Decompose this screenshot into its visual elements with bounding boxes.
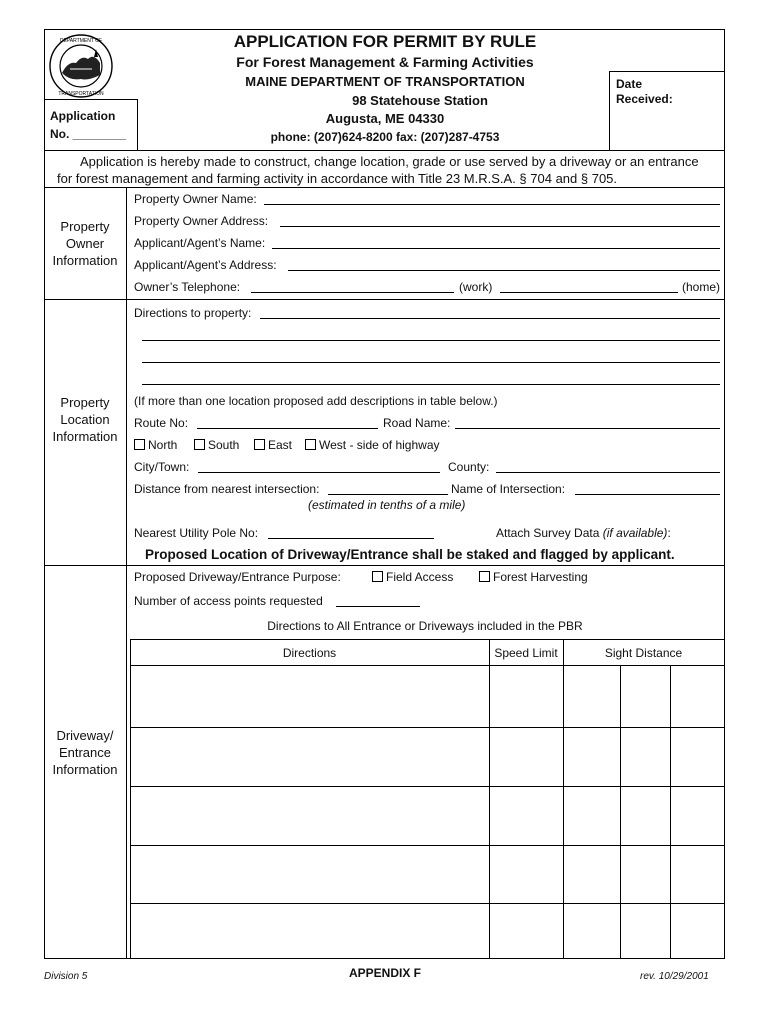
date-box-left — [609, 71, 610, 151]
directions-field-1[interactable] — [260, 318, 720, 319]
driveway-label-3: Information — [52, 762, 118, 777]
forest-harvesting-option[interactable] — [479, 570, 588, 584]
south-label: South — [208, 438, 240, 452]
agent-name-label: Applicant/Agent’s Name: — [134, 236, 266, 250]
application-label: Application — [50, 109, 116, 123]
forest-harvesting-label: Forest Harvesting — [493, 570, 588, 584]
agent-address-field[interactable] — [288, 270, 720, 271]
driveway-label-2: Entrance — [58, 745, 112, 760]
forest-harvesting-checkbox[interactable] — [479, 571, 490, 582]
table-col-speed-left — [489, 639, 490, 958]
footer-division: Division 5 — [44, 971, 88, 982]
north-checkbox[interactable] — [134, 439, 145, 450]
table-col-sight-left — [563, 639, 564, 958]
owner-name-field[interactable] — [264, 204, 720, 205]
intro-line-1: Application is hereby made to construct, change location, grade or use served by a driveway or an entrance — [80, 154, 699, 169]
phone-fax: phone: (207)624-8200 fax: (207)287-4753 — [270, 130, 500, 144]
side-east[interactable] — [254, 438, 292, 452]
maine-dot-seal-icon — [48, 33, 114, 99]
east-checkbox[interactable] — [254, 439, 265, 450]
side-west[interactable] — [305, 438, 440, 452]
footer-appendix: APPENDIX F — [348, 966, 421, 980]
col-directions-header: Directions — [282, 646, 337, 660]
route-no-label: Route No: — [134, 416, 189, 430]
owner-label-2: Owner — [65, 236, 105, 251]
east-label: East — [268, 438, 293, 452]
intersection-name-field[interactable] — [575, 494, 720, 495]
col-sight-header: Sight Distance — [604, 646, 683, 660]
purpose-label: Proposed Driveway/Entrance Purpose: — [134, 570, 341, 584]
location-label-2: Location — [60, 412, 110, 427]
table-row[interactable] — [131, 728, 489, 786]
field-access-option[interactable] — [372, 570, 453, 584]
location-label-1: Property — [60, 395, 110, 410]
staked-note: Proposed Location of Driveway/Entrance shall be staked and flagged by applicant. — [145, 547, 675, 562]
page-title: APPLICATION FOR PERMIT BY RULE — [233, 32, 537, 51]
survey-suffix: (if available) — [602, 526, 668, 540]
survey-data-label — [496, 526, 671, 540]
distance-field[interactable] — [328, 494, 448, 495]
survey-prefix: Attach Survey Data — [496, 526, 600, 540]
directions-field-3[interactable] — [142, 362, 720, 363]
department-name: MAINE DEPARTMENT OF TRANSPORTATION — [245, 74, 525, 89]
city-field[interactable] — [198, 472, 440, 473]
header-divider — [44, 150, 725, 151]
directions-label: Directions to property: — [134, 306, 252, 320]
south-checkbox[interactable] — [194, 439, 205, 450]
svg-text:TRANSPORTATION: TRANSPORTATION — [58, 91, 104, 97]
location-label-3: Information — [52, 429, 118, 444]
intro-divider — [44, 187, 725, 188]
table-caption: Directions to All Entrance or Driveways included in the PBR — [267, 619, 583, 633]
location-section-label — [44, 394, 126, 445]
intersection-name-label: Name of Intersection: — [451, 482, 566, 496]
driveway-section-label — [44, 727, 126, 778]
label-column-divider — [126, 187, 127, 958]
agent-name-field[interactable] — [272, 248, 720, 249]
field-access-label: Field Access — [386, 570, 454, 584]
application-number[interactable]: No. ________ — [50, 127, 127, 141]
owner-label-3: Information — [52, 253, 118, 268]
utility-pole-label: Nearest Utility Pole No: — [134, 526, 259, 540]
home-label: (home) — [682, 280, 721, 294]
owner-address-label: Property Owner Address: — [134, 214, 269, 228]
app-box-right — [137, 99, 138, 151]
date-box-top — [609, 71, 725, 72]
table-col-sight-sub-2 — [670, 665, 671, 958]
road-name-field[interactable] — [455, 428, 720, 429]
address-line-1: 98 Statehouse Station — [352, 93, 488, 108]
west-checkbox[interactable] — [305, 439, 316, 450]
svg-text:DEPARTMENT OF: DEPARTMENT OF — [59, 38, 103, 44]
col-speed-header: Speed Limit — [494, 646, 558, 660]
table-col-sight-sub-1 — [620, 665, 621, 958]
distance-label: Distance from nearest intersection: — [134, 482, 320, 496]
multiple-locations-note: (If more than one location proposed add descriptions in table below.) — [134, 394, 498, 408]
directions-field-4[interactable] — [142, 384, 720, 385]
side-south[interactable] — [194, 438, 239, 452]
route-no-field[interactable] — [197, 428, 378, 429]
work-label: (work) — [459, 280, 493, 294]
frame-top — [44, 29, 725, 30]
agent-address-label: Applicant/Agent’s Address: — [134, 258, 277, 272]
home-phone-field[interactable] — [500, 292, 678, 293]
intro-line-2: for forest management and farming activity in accordance with Title 23 M.R.S.A. § 704 and § 705. — [57, 171, 618, 186]
table-top — [130, 639, 724, 640]
table-row[interactable] — [131, 666, 489, 727]
date-received-label-1: Date — [616, 77, 643, 91]
owner-section-label — [44, 218, 126, 269]
owner-address-field[interactable] — [280, 226, 720, 227]
survey-colon: : — [667, 526, 671, 540]
access-points-label: Number of access points requested — [134, 594, 323, 608]
utility-pole-field[interactable] — [268, 538, 434, 539]
county-label: County: — [448, 460, 490, 474]
estimated-note: (estimated in tenths of a mile) — [308, 498, 466, 512]
telephone-label: Owner’s Telephone: — [134, 280, 241, 294]
app-box-top — [44, 99, 138, 100]
table-row[interactable] — [131, 904, 489, 958]
north-label: North — [148, 438, 178, 452]
field-access-checkbox[interactable] — [372, 571, 383, 582]
access-points-field[interactable] — [336, 606, 420, 607]
table-row[interactable] — [131, 846, 489, 903]
work-phone-field[interactable] — [251, 292, 454, 293]
frame-left — [44, 29, 45, 959]
location-divider — [44, 565, 725, 566]
owner-label-1: Property — [60, 219, 110, 234]
date-received-label-2: Received: — [616, 92, 673, 106]
table-row[interactable] — [131, 787, 489, 845]
owner-divider — [44, 299, 725, 300]
road-name-label: Road Name: — [383, 416, 451, 430]
county-field[interactable] — [496, 472, 720, 473]
side-north[interactable] — [134, 438, 177, 452]
directions-field-2[interactable] — [142, 340, 720, 341]
frame-bottom — [44, 958, 725, 959]
page-subtitle: For Forest Management & Farming Activities — [236, 54, 534, 70]
frame-right — [724, 29, 725, 959]
owner-name-label: Property Owner Name: — [134, 192, 257, 206]
address-line-2: Augusta, ME 04330 — [325, 111, 445, 126]
footer-revision: rev. 10/29/2001 — [640, 971, 709, 982]
driveway-label-1: Driveway/ — [56, 728, 114, 743]
city-label: City/Town: — [134, 460, 190, 474]
west-label: West - side of highway — [319, 438, 440, 452]
